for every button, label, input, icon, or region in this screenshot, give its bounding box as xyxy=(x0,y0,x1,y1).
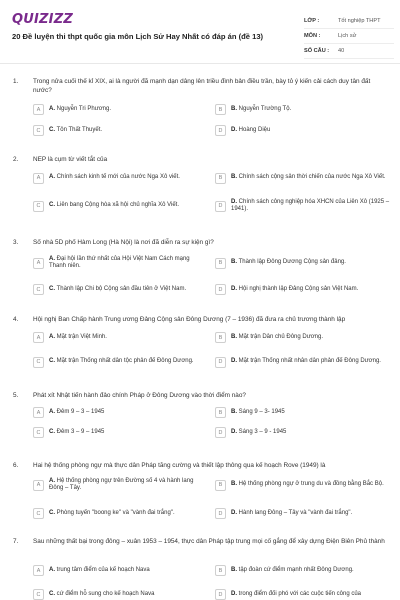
option-d[interactable] xyxy=(215,281,390,298)
option-b[interactable] xyxy=(215,473,390,497)
option-text: Liên bang Cộng hòa xã hội chủ nghĩa Xô Viết. xyxy=(56,202,179,209)
option-b[interactable] xyxy=(215,404,390,421)
option-a[interactable] xyxy=(33,166,208,190)
option-letter: C. xyxy=(49,358,55,365)
option-badge: C xyxy=(33,125,44,136)
option-letter: C. xyxy=(49,126,55,133)
question-number: 3. xyxy=(13,239,19,246)
option-letter: B. xyxy=(231,333,237,340)
option-letter: A. xyxy=(49,408,55,415)
question-text: Hai hệ thống phòng ngự mà thực dân Pháp tăng cường và thiết lập thông qua kế hoạch Rove (1949) là xyxy=(33,462,326,469)
option-text: Phòng tuyến "boong ke" và "vành đai trắng". xyxy=(56,509,175,516)
question-number: 2. xyxy=(13,156,19,163)
option-text: Chính sách công nghiệp hóa XHCN của Liên Xô (1925 – 1941). xyxy=(231,198,390,212)
option-letter: D. xyxy=(231,126,237,133)
option-letter: C. xyxy=(49,202,55,209)
option-letter: B. xyxy=(231,566,237,573)
option-c[interactable] xyxy=(33,281,208,298)
option-badge: C xyxy=(33,589,44,600)
option-c[interactable] xyxy=(33,122,208,139)
question-number: 6. xyxy=(13,462,19,469)
option-badge: A xyxy=(33,332,44,343)
question-text: Hội nghị Ban Chấp hành Trung ương Đảng Cộng sản Đông Dương (7 – 1936) đã đưa ra chủ trương thành lập xyxy=(33,316,346,323)
option-badge: D xyxy=(215,357,226,368)
option-badge: C xyxy=(33,427,44,438)
option-letter: A. xyxy=(49,566,55,573)
question-number: 7. xyxy=(13,538,19,545)
option-b[interactable] xyxy=(215,329,390,346)
question-text: NEP là cụm từ viết tắt của xyxy=(33,156,108,163)
option-badge: B xyxy=(215,104,226,115)
option-letter: A. xyxy=(49,477,55,484)
option-text: Sáng 3 – 9 - 1945 xyxy=(238,428,287,435)
option-text: Mặt trận Thống nhất dân tộc phản đế Đông Dương. xyxy=(56,358,194,365)
option-badge: D xyxy=(215,427,226,438)
option-badge: C xyxy=(33,201,44,212)
option-letter: D. xyxy=(231,358,237,365)
option-letter: C. xyxy=(49,428,55,435)
meta-key: MÔN : xyxy=(304,33,321,39)
option-text: Nguyễn Trường Tộ. xyxy=(238,105,292,112)
meta-table xyxy=(304,14,394,59)
option-letter: B. xyxy=(231,408,237,415)
option-text: Chính sách kinh tế mới của nước Nga Xô viết. xyxy=(56,174,180,181)
option-c[interactable] xyxy=(33,194,208,218)
quizizz-logo: QUIZIZZ xyxy=(12,12,73,27)
question-text: Phát xít Nhật tiến hành đảo chính Pháp ở Đông Dương vào thời điểm nào? xyxy=(33,392,246,399)
meta-value: Tốt nghiệp THPT xyxy=(338,18,381,24)
option-letter: B. xyxy=(231,174,237,181)
option-b[interactable] xyxy=(215,251,390,275)
option-text: Hệ thống phòng ngự ở trung du và đồng bằng Bắc Bộ. xyxy=(238,481,384,488)
option-text: Hoàng Diệu xyxy=(238,126,271,133)
option-c[interactable] xyxy=(33,424,208,441)
option-b[interactable] xyxy=(215,562,390,579)
option-text: Thành lập Chi bộ Cộng sản đầu tiên ở Việt Nam. xyxy=(56,285,187,292)
option-letter: A. xyxy=(49,333,55,340)
option-letter: A. xyxy=(49,105,55,112)
question-number: 4. xyxy=(13,316,19,323)
option-text: Tôn Thất Thuyết. xyxy=(56,126,103,133)
option-d[interactable] xyxy=(215,424,390,441)
option-b[interactable] xyxy=(215,166,390,190)
option-badge: D xyxy=(215,508,226,519)
option-a[interactable] xyxy=(33,251,208,275)
meta-row-class xyxy=(304,14,394,29)
meta-value: 40 xyxy=(338,48,345,54)
option-a[interactable] xyxy=(33,101,208,118)
option-text: Hành lang Đông – Tây và "vành đai trắng". xyxy=(238,509,353,516)
option-letter: C. xyxy=(49,590,55,597)
option-badge: A xyxy=(33,565,44,576)
option-badge: B xyxy=(215,258,226,269)
option-letter: B. xyxy=(231,259,237,266)
meta-value: Lịch sử xyxy=(338,33,357,39)
option-badge: A xyxy=(33,480,44,491)
option-c[interactable] xyxy=(33,586,208,600)
option-b[interactable] xyxy=(215,101,390,118)
option-letter: D. xyxy=(231,590,237,597)
meta-row-subject xyxy=(304,29,394,44)
option-badge: C xyxy=(33,508,44,519)
option-badge: C xyxy=(33,357,44,368)
question-number: 5. xyxy=(13,392,19,399)
document-title: 20 Đề luyện thi thpt quốc gia môn Lịch Sử Hay Nhất có đáp án (đề 13) xyxy=(12,32,264,41)
option-text: Đêm 3 – 9 – 1945 xyxy=(56,428,105,435)
option-badge: D xyxy=(215,201,226,212)
option-badge: D xyxy=(215,589,226,600)
option-text: Mặt trận Thống nhất nhân dân phản đế Đông Dương. xyxy=(238,358,381,365)
option-d[interactable] xyxy=(215,505,390,522)
option-badge: B xyxy=(215,332,226,343)
option-text: Nguyễn Tri Phương. xyxy=(56,105,111,112)
option-text: Sáng 9 – 3- 1945 xyxy=(238,408,285,415)
option-text: Hội nghị thành lập Đảng Cộng sản Việt Nam. xyxy=(238,285,359,292)
meta-row-count xyxy=(304,44,394,59)
option-d[interactable] xyxy=(215,350,390,374)
option-badge: D xyxy=(215,125,226,136)
question-text: Số nhà 5D phố Hàm Long (Hà Nội) là nơi đã diễn ra sự kiện gì? xyxy=(33,239,214,246)
option-text: cứ điểm hỗ sung cho kế hoạch Nava xyxy=(56,590,155,597)
option-badge: A xyxy=(33,407,44,418)
option-text: Hệ thống phòng ngự trên Đường số 4 và hành lang Đông – Tây. xyxy=(49,477,194,491)
option-badge: B xyxy=(215,480,226,491)
option-badge: A xyxy=(33,258,44,269)
option-badge: B xyxy=(215,173,226,184)
option-badge: A xyxy=(33,104,44,115)
option-a[interactable] xyxy=(33,473,208,497)
option-text: Chính sách cộng sản thời chiến của nước Nga Xô Viết. xyxy=(238,174,386,181)
option-text: Mặt trận Dân chủ Đông Dương. xyxy=(238,333,323,340)
option-a[interactable] xyxy=(33,404,208,421)
question-text: Sau những thất bại trong đông – xuân 1953 – 1954, thực dân Pháp tập trung mọi cố gắng để xây dựng Điện Biên Phủ thành xyxy=(33,538,385,545)
question-text: Trong nửa cuối thế kỉ XIX, ai là người đã mạnh dạn dâng lên triều đình bản điều trần, bày tỏ ý kiến cải cách duy tân đất nước? xyxy=(33,78,371,94)
option-c[interactable] xyxy=(33,350,208,374)
option-badge: B xyxy=(215,565,226,576)
option-letter: D. xyxy=(231,198,237,205)
option-badge: D xyxy=(215,284,226,295)
option-letter: D. xyxy=(231,285,237,292)
option-letter: B. xyxy=(231,481,237,488)
option-letter: C. xyxy=(49,509,55,516)
option-text: trong điểm đối phó với các cuộc tiến công của xyxy=(238,590,362,597)
option-letter: D. xyxy=(231,428,237,435)
option-letter: C. xyxy=(49,285,55,292)
option-text: Mặt trận Việt Minh. xyxy=(56,333,107,340)
option-letter: A. xyxy=(49,174,55,181)
question-number: 1. xyxy=(13,78,19,85)
option-d[interactable] xyxy=(215,122,390,139)
meta-key: SỐ CÂU : xyxy=(304,48,330,54)
option-d[interactable] xyxy=(215,194,390,218)
option-a[interactable] xyxy=(33,329,208,346)
option-d[interactable] xyxy=(215,586,390,600)
option-text: trung tâm điểm của kế hoạch Nava xyxy=(56,566,150,573)
option-badge: B xyxy=(215,407,226,418)
option-badge: A xyxy=(33,173,44,184)
worksheet-header xyxy=(0,0,400,64)
option-text: Đêm 9 – 3 – 1945 xyxy=(56,408,105,415)
option-text: Đại hội lần thứ nhất của Hội Việt Nam Cách mạng Thanh niên. xyxy=(49,255,190,269)
option-badge: C xyxy=(33,284,44,295)
option-text: Thành lập Đông Dương Cộng sản đảng. xyxy=(238,259,346,266)
option-letter: B. xyxy=(231,105,237,112)
option-c[interactable] xyxy=(33,505,208,522)
option-letter: A. xyxy=(49,255,55,262)
meta-key: LỚP : xyxy=(304,18,320,24)
option-text: tập đoàn cứ điểm mạnh nhất Đông Dương. xyxy=(238,566,354,573)
option-a[interactable] xyxy=(33,562,208,579)
option-letter: D. xyxy=(231,509,237,516)
